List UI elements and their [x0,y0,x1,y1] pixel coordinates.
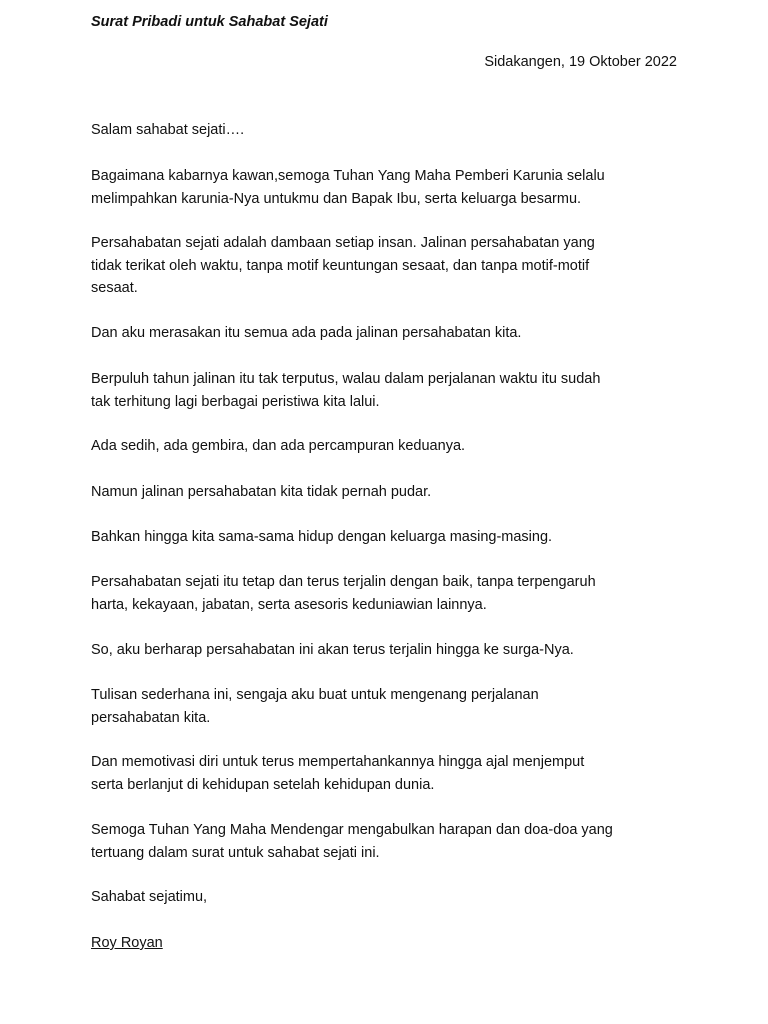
greeting [91,119,691,142]
paragraph-line: Bahkan hingga kita sama-sama hidup dengan keluarga masing-masing. [91,529,553,545]
paragraph-line: sesaat. [91,280,138,296]
paragraph-line: melimpahkan karunia-Nya untukmu dan Bapak Ibu, serta keluarga besarmu. [91,190,582,207]
paragraph [91,232,691,300]
closing-line: Sahabat sejatimu, [91,889,208,905]
paragraph-line: Persahabatan sejati adalah dambaan setiap insan. Jalinan persahabatan yang [91,235,595,251]
paragraph [91,165,691,210]
paragraph [91,639,691,662]
paragraph-line: Tulisan sederhana ini, sengaja aku buat untuk mengenang perjalanan [91,687,539,703]
paragraph-line: Dan memotivasi diri untuk terus mempertahankannya hingga ajal menjemput [91,754,585,770]
paragraph [91,435,691,458]
paragraph-line: Dan aku merasakan itu semua ada pada jalinan persahabatan kita. [91,325,522,341]
closing [91,886,691,909]
greeting-line: Salam sahabat sejati…. [91,122,245,138]
paragraph-line: Namun jalinan persahabatan kita tidak pernah pudar. [91,484,432,500]
paragraph-line: tak terhitung lagi berbagai peristiwa kita lalui. [91,393,380,410]
paragraph-line: harta, kekayaan, jabatan, serta asesoris keduniawian lainnya. [91,596,487,613]
paragraph-line: tidak terikat oleh waktu, tanpa motif keuntungan sesaat, dan tanpa motif-motif [91,257,590,274]
paragraph-line: Bagaimana kabarnya kawan,semoga Tuhan Yang Maha Pemberi Karunia selalu [91,168,605,184]
paragraph [91,819,691,864]
paragraph-line: So, aku berharap persahabatan ini akan terus terjalin hingga ke surga-Nya. [91,642,574,658]
paragraph-line: Semoga Tuhan Yang Maha Mendengar mengabulkan harapan dan doa-doa yang [91,822,613,838]
paragraph-line: persahabatan kita. [91,709,211,726]
paragraph-line: Ada sedih, ada gembira, dan ada percampuran keduanya. [91,438,466,454]
paragraph-line: serta berlanjut di kehidupan setelah kehidupan dunia. [91,776,435,793]
letter-title: Surat Pribadi untuk Sahabat Sejati [91,14,328,30]
paragraph-line: tertuang dalam surat untuk sahabat sejati ini. [91,844,380,861]
paragraph [91,684,691,729]
paragraph-line: Persahabatan sejati itu tetap dan terus terjalin dengan baik, tanpa terpengaruh [91,574,596,590]
paragraph [91,571,691,616]
paragraph [91,322,691,345]
paragraph-line: Berpuluh tahun jalinan itu tak terputus, walau dalam perjalanan waktu itu sudah [91,371,601,387]
paragraph [91,751,691,796]
signature-name: Roy Royan [91,935,163,951]
paragraph [91,481,691,504]
place-and-date: Sidakangen, 19 Oktober 2022 [484,54,677,70]
paragraph [91,526,691,549]
paragraph [91,368,691,413]
